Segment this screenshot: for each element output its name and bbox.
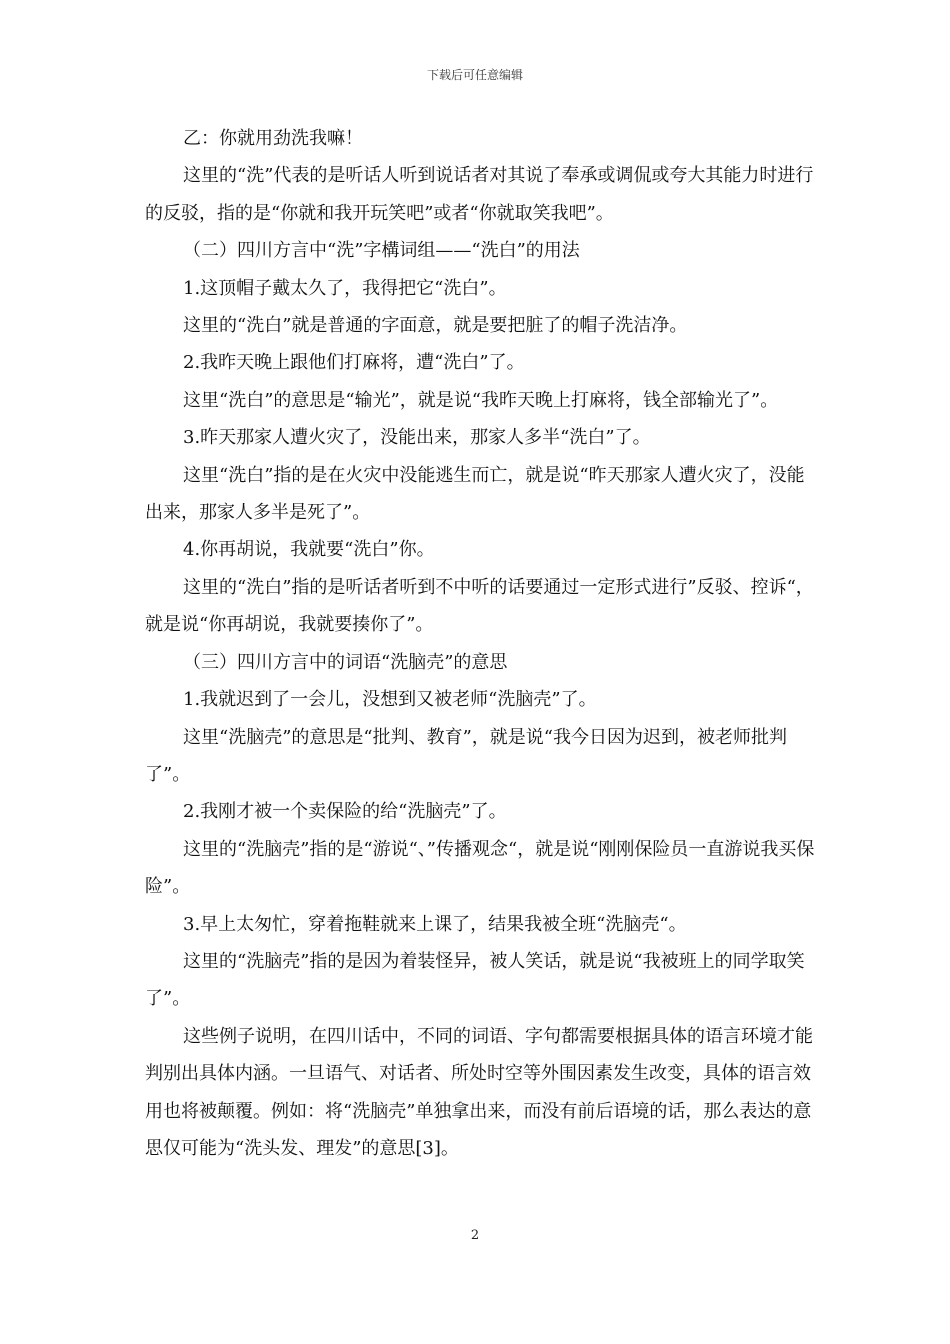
paragraph-1: 乙：你就用劲洗我嘛！	[183, 128, 363, 149]
explanation-2-4: 这里的“洗白”指的是听话者听到不中听的话要通过一定形式进行”反驳、控诉“，就是说“你再胡说，我就要揍你了”。	[145, 576, 814, 636]
paragraph-2: 这里的“洗”代表的是听话人听到说话者对其说了奉承或调侃或夸大其能力时进行的反驳，指的是“你就和我开玩笑吧”或者“你就取笑我吧”。	[145, 165, 814, 224]
example-3-2: 2.我刚才被一个卖保险的给“洗脑壳”了。	[183, 801, 507, 823]
page-number: 2	[470, 1228, 480, 1243]
explanation-3-1: 这里“洗脑壳”的意思是“批判、教育”，就是说“我今日因为迟到，被老师批判了”。	[145, 726, 788, 785]
explanation-2-1: 这里的“洗白”就是普通的字面意，就是要把脏了的帽子洗洁净。	[183, 315, 688, 337]
explanation-3-2: 这里的“洗脑壳”指的是“游说“、”传播观念“，就是说“刚刚保险员一直游说我买保险”。	[145, 838, 815, 898]
explanation-3-3: 这里的“洗脑壳”指的是因为着装怪异，被人笑话，就是说“我被班上的同学取笑了”。	[145, 950, 805, 1010]
explanation-2-2: 这里“洗白”的意思是“输光”，就是说“我昨天晚上打麻将，钱全部输光了”。	[183, 389, 779, 411]
conclusion-paragraph: 这些例子说明，在四川话中，不同的词语、字句都需要根据具体的语言环境才能判别出具体内涵。一旦语气、对话者、所处时空等外围因素发生改变，具体的语言效用也将被颠覆。例如：将“洗脑壳”单独拿出来，而没有前后语境的话，那么表达的意思仅可能为“洗头发、理发”的意思[3]。	[145, 1025, 813, 1159]
example-3-1: 1.我就迟到了一会儿，没想到又被老师“洗脑壳”了。	[183, 689, 597, 711]
page-header: 下载后可任意编辑	[426, 68, 523, 82]
document-body	[145, 120, 815, 1167]
example-3-3: 3.早上太匆忙，穿着拖鞋就来上课了，结果我被全班“洗脑壳“。	[183, 913, 687, 935]
explanation-2-3: 这里“洗白”指的是在火灾中没能逃生而亡，就是说“昨天那家人遭火灾了，没能出来，那家人多半是死了”。	[145, 464, 805, 524]
example-2-2: 2.我昨天晚上跟他们打麻将，遭“洗白”了。	[183, 352, 525, 374]
example-2-3: 3.昨天那家人遭火灾了，没能出来，那家人多半“洗白”了。	[183, 427, 651, 449]
section-heading-3: （三）四川方言中的词语“洗脑壳”的意思	[183, 651, 508, 673]
section-heading-2: （二）四川方言中“洗”字構词组——“洗白”的用法	[183, 240, 580, 262]
example-2-1: 1.这顶帽子戴太久了，我得把它“洗白”。	[183, 277, 507, 299]
example-2-4: 4.你再胡说，我就要“洗白”你。	[183, 539, 435, 561]
